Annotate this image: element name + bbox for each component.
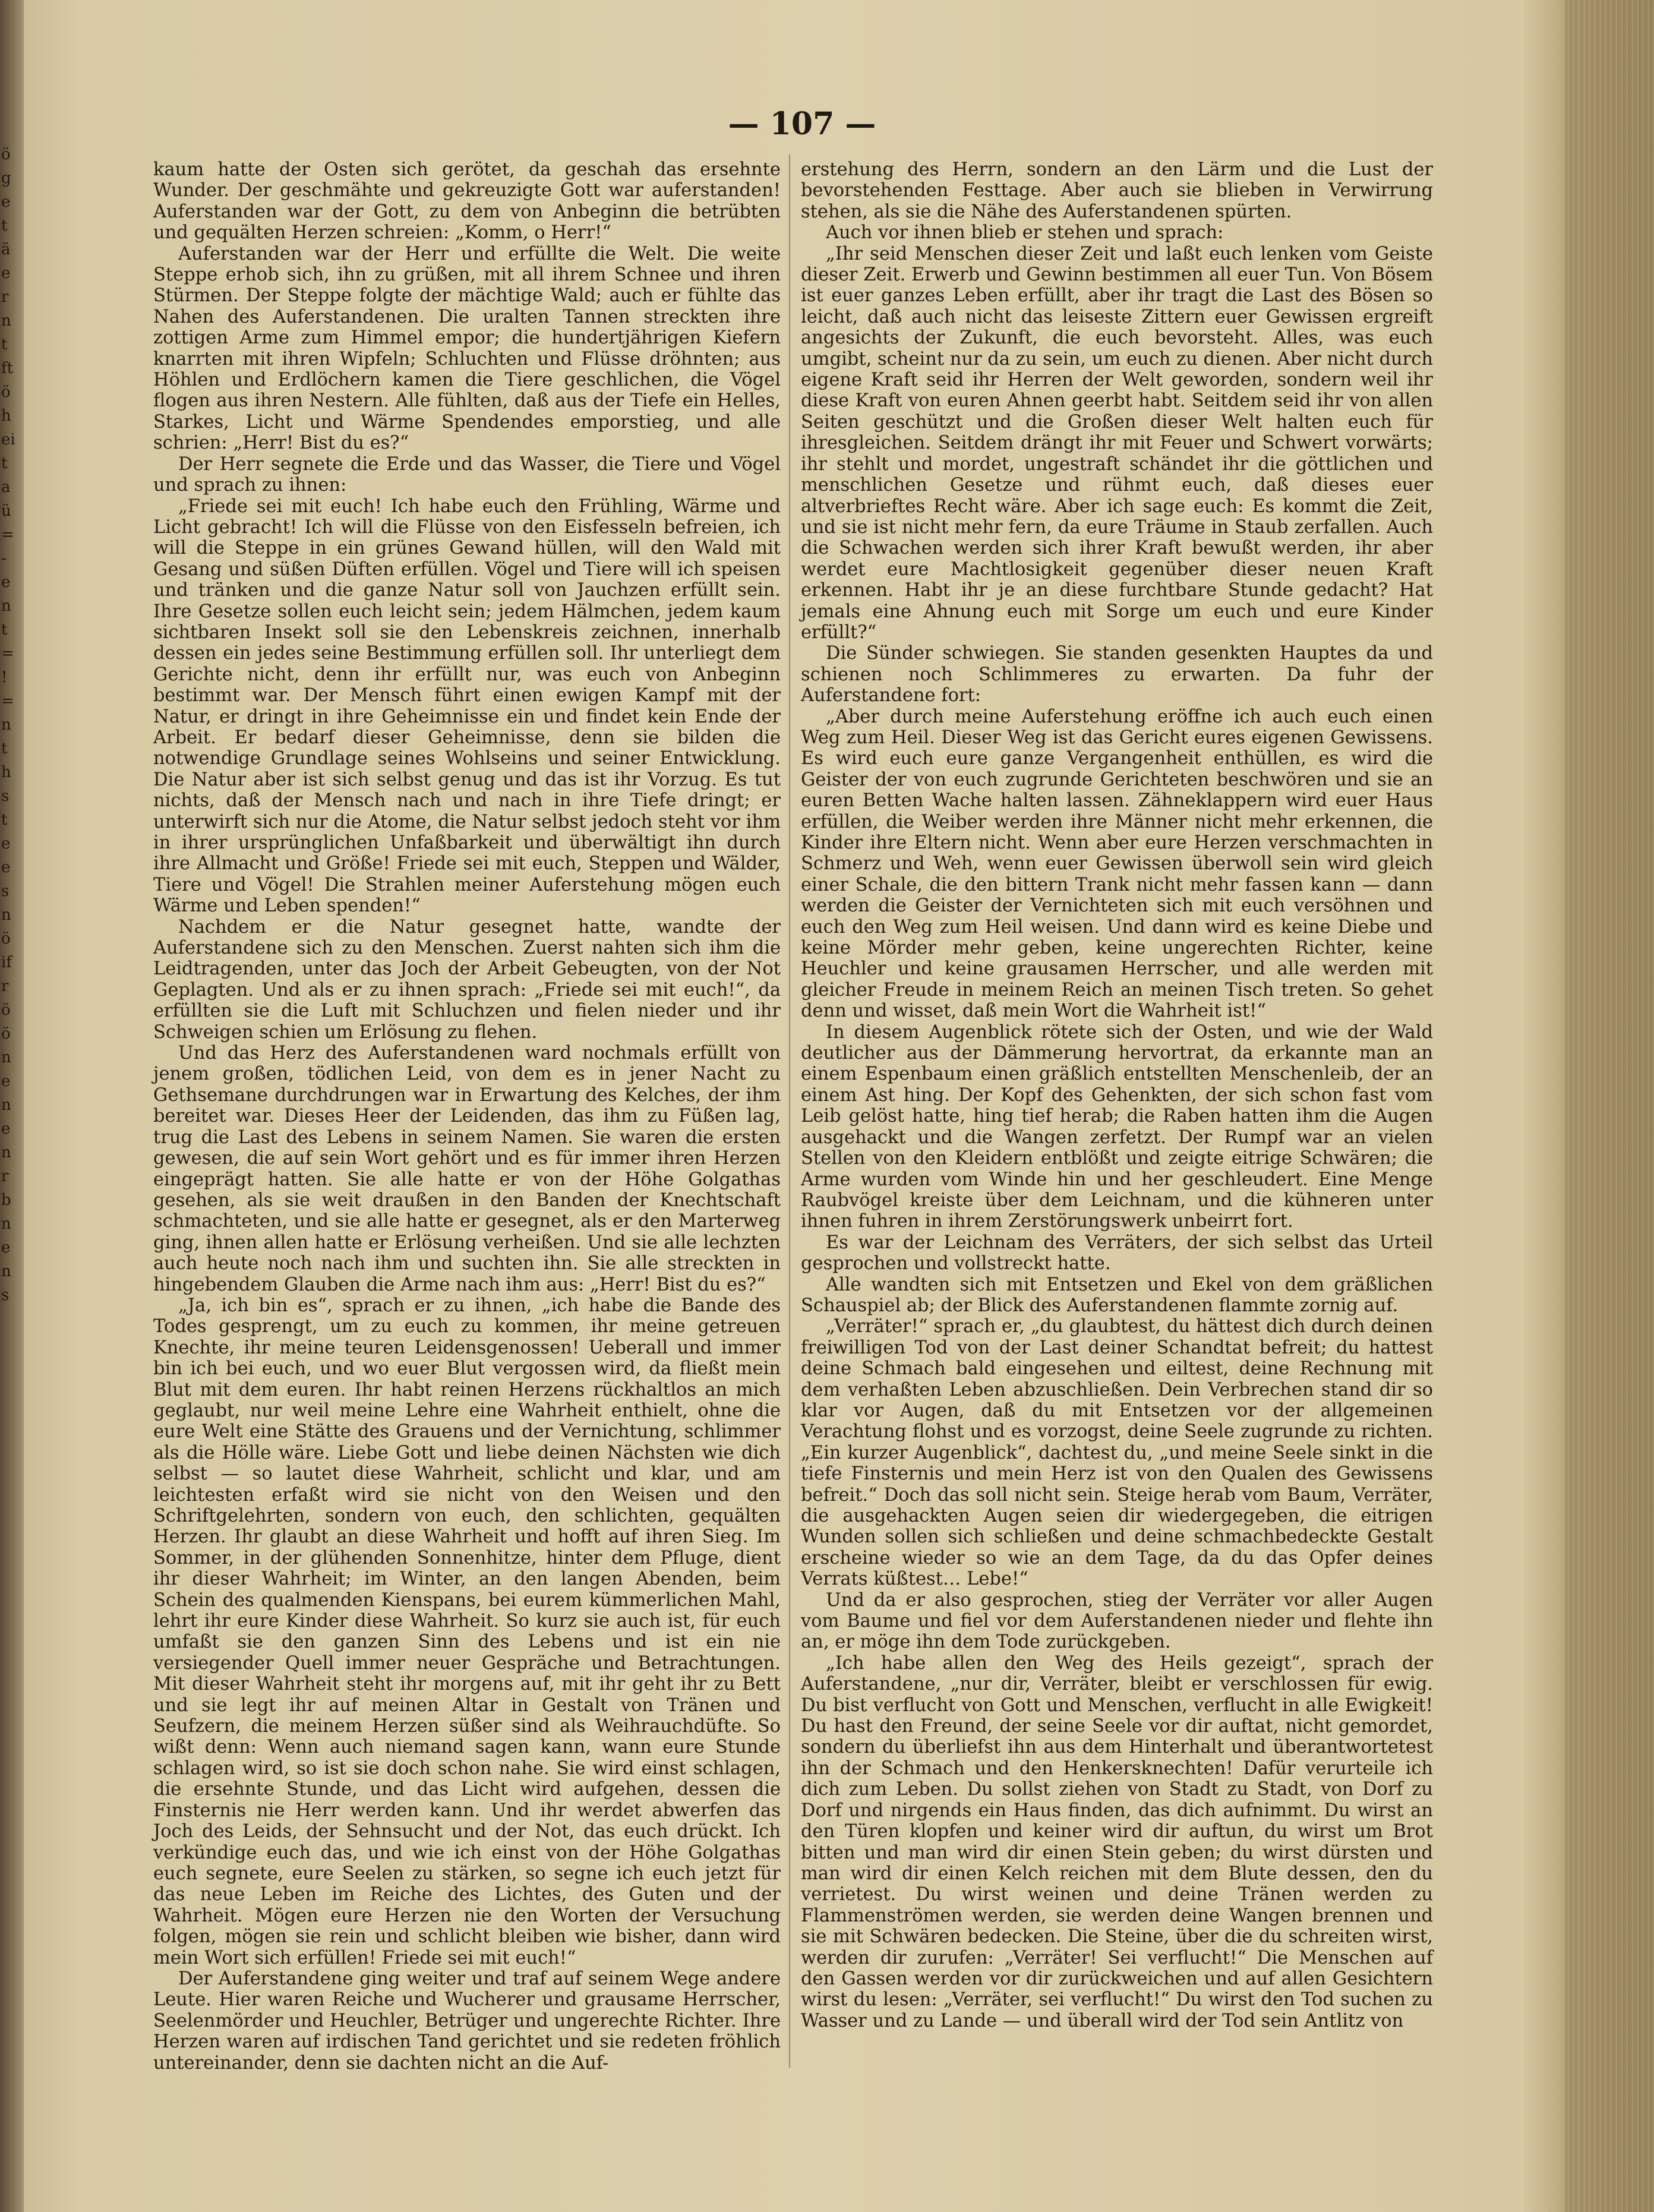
paragraph: Es war der Leichnam des Verräters, der sich selbst das Urteil gesprochen und vollstreckt hatte. <box>801 1232 1433 1274</box>
margin-fragment: h <box>1 763 11 781</box>
paragraph: „Aber durch meine Auferstehung eröffne ich auch euch einen Weg zum Heil. Dieser Weg ist das Gericht eures eigenen Gewissens. Es wird euch eure ganze Vergangenheit enthüllen, es wird die Geister der von euch zugrunde Gerichteten beschwören und sie an euren Betten Wache halten lassen. Zähneklappern wird euer Haus erfüllen, die Weiber werden ihre Männer nicht mehr erkennen, die Kinder ihre Eltern nicht. Wenn aber eure Herzen verschmachten in Schmerz und Weh, wenn euer Gewissen überwoll sein wird gleich einer Schale, die den bittern Trank nicht mehr fassen kann — dann werden die Geister der Vernichteten sich mit euch versöhnen und euch den Weg zum Heil weisen. Und dann wird es keine Diebe und keine Mörder mehr geben, keine ungerechten Richter, keine Heuchler und keine grausamen Herrscher, und alle werden mit gleicher Freude in meinem Reich an meinen Tisch treten. So gehet denn und wisset, daß mein Wort die Wahrheit ist!“ <box>801 706 1433 1022</box>
margin-fragment: r <box>1 977 9 995</box>
margin-fragment: e <box>1 193 11 211</box>
margin-fragment: = <box>1 526 14 544</box>
margin-fragment: h <box>1 407 11 425</box>
margin-fragment: b <box>1 1191 11 1209</box>
margin-fragment: t <box>1 217 8 235</box>
paragraph: Und das Herz des Auferstandenen ward nochmals erfüllt von jenem großen, tödlichen Leid, von dem es in jener Nacht zu Gethsemane durchdrungen war in Erwartung des Kelches, der ihm bereitet war. Dieses Heer der Leidenden, das ihm zu Füßen lag, trug die Last des Lebens in seinem Namen. Sie waren die ersten gewesen, die auf sein Wort gehört und es für immer ihren Herzen eingeprägt hatten. Sie alle hatte er von der Höhe Golgathas gesehen, als sie weit draußen in den Banden der Knechtschaft schmachteten, und sie alle hatte er gesegnet, als er den Marterweg ging, ihnen allen hatte er Erlösung verheißen. Und sie alle lechzten auch heute noch nach ihm und suchten ihn. Sie alle streckten in hingebendem Glauben die Arme nach ihm aus: „Herr! Bist du es?“ <box>153 1043 781 1295</box>
margin-fragment: e <box>1 1072 11 1090</box>
margin-fragment: n <box>1 1049 11 1066</box>
paragraph: In diesem Augenblick rötete sich der Osten, und wie der Wald deutlicher aus der Dämmerung hervortrat, da erkannte man an einem Espenbaum einen gräßlich entstellten Menschenleib, der an einem Ast hing. Der Kopf des Gehenkten, der sich schon fast vom Leib gelöst hatte, hing tief herab; die Raben hatten ihm die Augen ausgehackt und die Wangen zerfetzt. Der Rumpf war an vielen Stellen von den Kleidern entblößt und zeigte eitrige Schwären; die Arme wurden vom Winde hin und her geschleudert. Eine Menge Raubvögel kreiste über dem Leichnam, und die kühneren unter ihnen fuhren in ihrem Zerstörungswerk unbeirrt fort. <box>801 1021 1433 1232</box>
margin-fragment: t <box>1 455 8 472</box>
margin-fragment: - <box>1 550 7 567</box>
margin-fragment: if <box>1 954 12 971</box>
margin-fragment: n <box>1 1215 11 1233</box>
margin-fragment: s <box>1 787 10 805</box>
margin-fragment: r <box>1 288 9 306</box>
margin-fragment: ö <box>1 1025 11 1043</box>
paragraph: erstehung des Herrn, sondern an den Lärm und die Lust der bevorstehenden Festtage. Aber auch sie blieben in Verwirrung stehen, als sie die Nähe des Auferstandenen spürten. <box>801 159 1433 222</box>
paragraph: „Ich habe allen den Weg des Heils gezeigt“, sprach der Auferstandene, „nur dir, Verräter, bleibt er verschlossen für ewig. Du bist verflucht von Gott und Menschen, verflucht in alle Ewigkeit! Du hast den Freund, der seine Seele vor dir auftat, nicht gemordet, sondern du überliefst ihn aus dem Hinterhalt und überantwortetest ihn der Schmach und den Henkersknechten! Dafür verurteile ich dich zum Leben. Du sollst ziehen von Stadt zu Stadt, von Dorf zu Dorf und nirgends ein Haus finden, das dich aufnimmt. Du wirst an den Türen klopfen und keiner wird dir auftun, du wirst um Brot bitten und man wird dir einen Stein geben; du wirst dürsten und man wird dir einen Kelch reichen mit dem Blute dessen, den du verrietest. Du wirst weinen und deine Tränen werden zu Flammenströmen werden, sie werden deine Wangen brennen und sie mit Schwären bedecken. Die Steine, über die du schreiten wirst, werden dir zurufen: „Verräter! Sei verflucht!“ Die Menschen auf den Gassen werden vor dir zurückweichen und auf allen Gesichtern wirst du lesen: „Verräter, sei verflucht!“ Du wirst den Tod suchen zu Wasser und zu Lande — und überall wird der Tod sein Antlitz von <box>801 1652 1433 2031</box>
margin-fragment: e <box>1 835 11 853</box>
paragraph: Und da er also gesprochen, stieg der Verräter vor aller Augen vom Baume und fiel vor dem Auferstandenen nieder und flehte ihn an, er möge ihn dem Tode zurückgeben. <box>801 1589 1433 1653</box>
margin-fragment: g <box>1 169 11 187</box>
paragraph: „Ihr seid Menschen dieser Zeit und laßt euch lenken vom Geiste dieser Zeit. Erwerb und Gewinn bestimmen all euer Tun. Von Bösem ist euer ganzes Leben erfüllt, aber ihr tragt die Last des Bösen so leicht, daß auch nicht das leiseste Zittern euer Gewissen ergreift angesichts der Zukunft, die euch bevorsteht. Alles, was euch umgibt, scheint nur da zu sein, um euch zu dienen. Aber nicht durch eigene Kraft seid ihr Herren der Welt geworden, sondern weil ihr diese Kraft von euren Ahnen geerbt habt. Seitdem seid ihr von allen Seiten geschützt und die Großen dieser Welt halten euch für ihresgleichen. Seitdem drängt ihr mit Feuer und Schwert vorwärts; ihr stehlt und mordet, ungestraft schändet ihr die göttlichen und menschlichen Gesetze und rühmt euch, daß dieses euer altverbrieftes Recht wäre. Aber ich sage euch: Es kommt die Zeit, und sie ist nicht mehr fern, da eure Träume in Staub zerfallen. Auch die Schwachen werden sich ihrer Kraft bewußt werden, ihr aber werdet eure Machtlosigkeit gegenüber dieser neuen Kraft erkennen. Habt ihr je an diese furchtbare Stunde gedacht? Hat jemals eine Ahnung euch mit Sorge um euch und eure Kinder erfüllt?“ <box>801 243 1433 643</box>
margin-fragment: n <box>1 906 11 924</box>
margin-fragment: r <box>1 1167 9 1185</box>
book-page-edges <box>1565 0 1654 2212</box>
margin-fragment: n <box>1 1096 11 1114</box>
margin-fragment: ö <box>1 930 11 948</box>
margin-fragment: s <box>1 882 10 900</box>
paragraph: Auferstanden war der Herr und erfüllte die Welt. Die weite Steppe erhob sich, ihn zu grüßen, mit all ihrem Schnee und ihren Stürmen. Der Steppe folgte der mächtige Wald; auch er fühlte das Nahen des Auferstandenen. Die uralten Tannen streckten ihre zottigen Arme zum Himmel empor; die hundertjährigen Kiefern knarrten mit ihren Wipfeln; Schluchten und Flüsse dröhnten; aus Höhlen und Erdlöchern kamen die Tiere geschlichen, die Vögel flogen aus ihren Nestern. Alle fühlten, daß aus der Tiefe ein Helles, Starkes, Licht und Wärme Spendendes emporstieg, und alle schrien: „Herr! Bist du es?“ <box>153 243 781 454</box>
margin-fragment: ei <box>1 431 15 449</box>
margin-fragment: n <box>1 716 11 734</box>
paragraph: Die Sünder schwiegen. Sie standen gesenkten Hauptes da und schienen noch Schlimmeres zu erwarten. Da fuhr der Auferstandene fort: <box>801 643 1433 706</box>
margin-fragment: e <box>1 264 11 282</box>
margin-fragment: n <box>1 597 11 615</box>
margin-fragment: n <box>1 1263 11 1280</box>
margin-fragment: ö <box>1 1001 11 1019</box>
text-column-left <box>153 159 781 2074</box>
margin-fragment: t <box>1 811 8 829</box>
paragraph: Der Herr segnete die Erde und das Wasser, die Tiere und Vögel und sprach zu ihnen: <box>153 453 781 496</box>
paragraph: „Friede sei mit euch! Ich habe euch den Frühling, Wärme und Licht gebracht! Ich will die Flüsse von den Eisfesseln befreien, ich will die Steppe in ein grünes Gewand hüllen, will den Wald mit Gesang und süßen Düften erfüllen. Vögel und Tiere will ich speisen und tränken und die ganze Natur soll von Jauchzen erfüllt sein. Ihre Gesetze sollen euch leicht sein; jedem Hälmchen, jedem kaum sichtbaren Insekt soll sie den Lebenskreis zeichnen, innerhalb dessen ein jedes seine Bestimmung erfüllen soll. Ihr unterliegt dem Gerichte nicht, denn ihr erfüllt nur, was euch von Anbeginn bestimmt war. Der Mensch führt einen ewigen Kampf mit der Natur, er dringt in ihre Geheimnisse ein und findet kein Ende der Arbeit. Er bedarf dieser Geheimnisse, denn sie bilden die notwendige Grundlage seines Wohlseins und seiner Entwicklung. Die Natur aber ist sich selbst genug und das ist ihr Vorzug. Es tut nichts, daß der Mensch nach und nach in ihre Tiefe dringt; er unterwirft sich nur die Atome, die Natur selbst jedoch steht vor ihm in ihrer ursprünglichen Unfaßbarkeit und überwältigt ihn durch ihre Allmacht und Größe! Friede sei mit euch, Steppen und Wälder, Tiere und Vögel! Die Strahlen meiner Auferstehung mögen euch Wärme und Leben spenden!“ <box>153 496 781 917</box>
text-column-right <box>801 159 1433 2031</box>
margin-fragment: t <box>1 740 8 758</box>
margin-fragment: = <box>1 645 14 662</box>
margin-fragment: e <box>1 573 11 591</box>
margin-fragment: ! <box>1 668 8 686</box>
margin-fragment: ö <box>1 146 11 163</box>
paragraph: Nachdem er die Natur gesegnet hatte, wandte der Auferstandene sich zu den Menschen. Zuerst nahten sich ihm die Leidtragenden, unter das Joch der Arbeit Gebeugten, von der Not Geplagten. Und als er zu ihnen sprach: „Friede sei mit euch!“, da erfüllten sie die Luft mit Schluchzen und fielen nieder und ihr Schweigen schien um Erlösung zu flehen. <box>153 916 781 1043</box>
margin-fragment: t <box>1 621 8 639</box>
margin-fragment: a <box>1 478 11 496</box>
margin-fragment: e <box>1 1120 11 1138</box>
paragraph: „Ja, ich bin es“, sprach er zu ihnen, „ich habe die Bande des Todes gesprengt, um zu euch zu kommen, ihr meine getreuen Knechte, ihr meine teuren Leidensgenossen! Ueberall und immer bin ich bei euch, und wo euer Blut vergossen wird, da fließt mein Blut mit dem euren. Ihr habt reinen Herzens rückhaltlos an mich geglaubt, nur weil meine Lehre eine Wahrheit enthielt, ohne die eure Welt eine Stätte des Grauens und der Vernichtung, schlimmer als die Hölle wäre. Liebe Gott und liebe deinen Nächsten wie dich selbst — so lautet diese Wahrheit, schlicht und klar, und am leichtesten erfaßt wird sie nicht von den Weisen und den Schriftgelehrten, sondern von euch, den schlichten, gequälten Herzen. Ihr glaubt an diese Wahrheit und hofft auf ihren Sieg. Im Sommer, in der glühenden Sonnenhitze, hinter dem Pfluge, dient ihr dieser Wahrheit; im Winter, an den langen Abenden, beim Schein des qualmenden Kienspans, bei eurem kümmerlichen Mahl, lehrt ihr eure Kinder diese Wahrheit. So kurz sie auch ist, für euch umfaßt sie den ganzen Sinn des Lebens und ist ein nie versiegender Quell immer neuer Gespräche und Betrachtungen. Mit dieser Wahrheit steht ihr morgens auf, mit ihr geht ihr zu Bett und sie legt ihr auf meinen Altar in Gestalt von Tränen und Seufzern, die meinem Herzen süßer sind als Weihrauchdüfte. So wißt denn: Wenn auch niemand sagen kann, wann eure Stunde schlagen wird, so ist sie doch schon nahe. Sie wird einst schlagen, die ersehnte Stunde, und das Licht wird aufgehen, dessen die Finsternis nie Herr werden kann. Und ihr werdet abwerfen das Joch des Leids, der Sehnsucht und der Not, das euch drückt. Ich verkündige euch das, und wie ich einst von der Höhe Golgathas euch segnete, eure Seelen zu stärken, so segne ich euch jetzt für das neue Leben im Reiche des Lichtes, des Guten und der Wahrheit. Mögen eure Herzen nie den Worten der Versuchung folgen, mögen sie rein und schlicht bleiben wie bisher, dann wird mein Wort sich erfüllen! Friede sei mit euch!“ <box>153 1295 781 1968</box>
paragraph: Der Auferstandene ging weiter und traf auf seinem Wege andere Leute. Hier waren Reiche und Wucherer und grausame Herrscher, Seelenmörder und Heuchler, Betrüger und ungerechte Richter. Ihre Herzen waren auf irdischen Tand gerichtet und sie redeten fröhlich untereinander, denn sie dachten nicht an die Auf- <box>153 1968 781 2074</box>
page-number: — 107 — <box>728 106 876 142</box>
margin-fragment: ö <box>1 383 11 401</box>
paragraph: kaum hatte der Osten sich gerötet, da geschah das ersehnte Wunder. Der geschmähte und gekreuzigte Gott war auferstanden! Auferstanden war der Gott, zu dem von Anbeginn die betrübten und gequälten Herzen schreien: „Komm, o Herr!“ <box>153 159 781 244</box>
margin-fragment: ä <box>1 241 11 258</box>
margin-fragment: n <box>1 1144 11 1162</box>
margin-fragment: e <box>1 859 11 876</box>
margin-fragment: e <box>1 1239 11 1257</box>
margin-fragment: = <box>1 692 14 710</box>
column-divider <box>789 154 790 2068</box>
facing-page-fragments <box>1 143 19 1806</box>
paragraph: Alle wandten sich mit Entsetzen und Ekel von dem gräßlichen Schauspiel ab; der Blick des Auferstandenen flammte zornig auf. <box>801 1274 1433 1316</box>
paragraph: „Verräter!“ sprach er, „du glaubtest, du hättest dich durch deinen freiwilligen Tod von der Last deiner Schandtat befreit; du hattest deine Schmach bald eingesehen und eiltest, deine Rechnung mit dem verhaßten Leben abzuschließen. Dein Verbrechen stand dir so klar vor Augen, daß du mit Entsetzen vor der allgemeinen Verachtung flohst und es vorzogst, deine Seele zugrunde zu richten. „Ein kurzer Augenblick“, dachtest du, „und meine Seele sinkt in die tiefe Finsternis und mein Herz ist von den Qualen des Gewissens befreit.“ Doch das soll nicht sein. Steige herab vom Baum, Verräter, die ausgehackten Augen seien dir wiedergegeben, die eitrigen Wunden sollen sich schließen und deine schmachbedeckte Gestalt erscheine wieder so wie an dem Tage, da du das Opfer deines Verrats küßtest… Lebe!“ <box>801 1316 1433 1590</box>
margin-fragment: ü <box>1 502 11 520</box>
margin-fragment: ft <box>1 359 14 377</box>
margin-fragment: t <box>1 336 8 354</box>
margin-fragment: s <box>1 1286 10 1304</box>
margin-fragment: n <box>1 312 11 330</box>
paragraph: Auch vor ihnen blieb er stehen und sprach: <box>826 222 1224 244</box>
